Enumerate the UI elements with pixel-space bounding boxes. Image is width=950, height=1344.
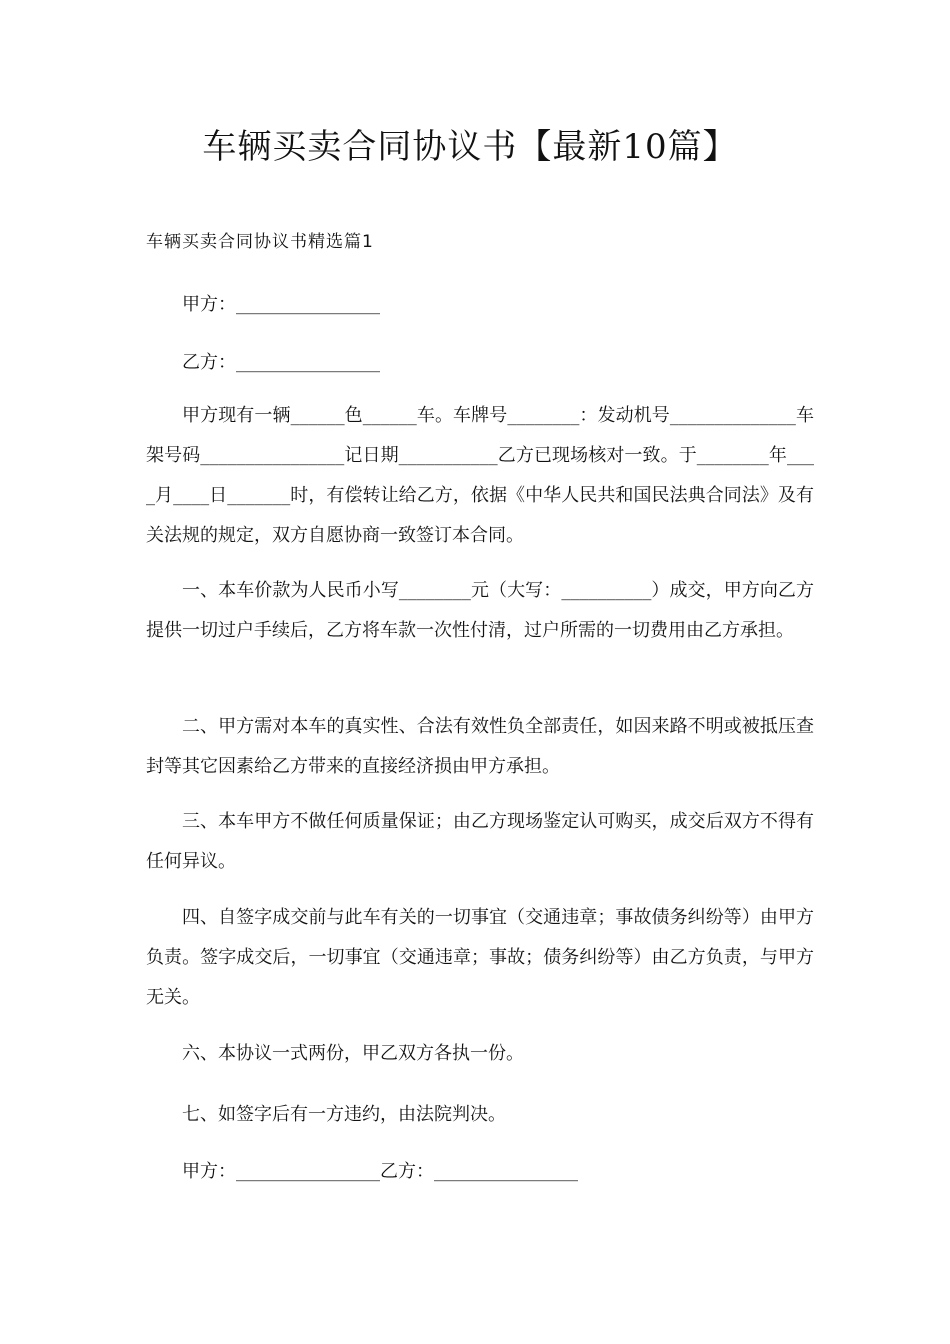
party-b-line: 乙方：________________ [182, 352, 380, 373]
clause-3: 三、本车甲方不做任何质量保证；由乙方现场鉴定认可购买，成交后双方不得有任何异议。 [146, 811, 814, 872]
main-paragraph: 甲方现有一辆______色______车。车牌号________：发动机号______________车架号码________________记日期___________乙方已现场核对一致。于________年____月____日_______时，有偿转让给乙方，依据《中华人民共和国民法典合同法》及有关法规的规定，双方自愿协商一致签订本合同。 [146, 405, 814, 546]
section-subtitle: 车辆买卖合同协议书精选篇1 [146, 232, 374, 252]
clause-4: 四、自签字成交前与此车有关的一切事宜（交通违章；事故债务纠纷等）由甲方负责。签字成交后，一切事宜（交通违章；事故；债务纠纷等）由乙方负责，与甲方无关。 [146, 907, 814, 1008]
clause-6: 六、本协议一式两份，甲乙双方各执一份。 [182, 1043, 524, 1064]
clause-7: 七、如签字后有一方违约，由法院判决。 [182, 1104, 506, 1125]
document-title: 车辆买卖合同协议书【最新10篇】 [202, 127, 738, 167]
signature-line: 甲方：________________乙方：________________ [182, 1161, 578, 1182]
clause-2: 二、甲方需对本车的真实性、合法有效性负全部责任，如因来路不明或被抵压查封等其它因素给乙方带来的直接经济损由甲方承担。 [146, 716, 814, 777]
party-a-line: 甲方：________________ [182, 294, 380, 315]
clause-1: 一、本车价款为人民币小写________元（大写：__________）成交，甲方向乙方提供一切过户手续后，乙方将车款一次性付清，过户所需的一切费用由乙方承担。 [146, 580, 814, 641]
